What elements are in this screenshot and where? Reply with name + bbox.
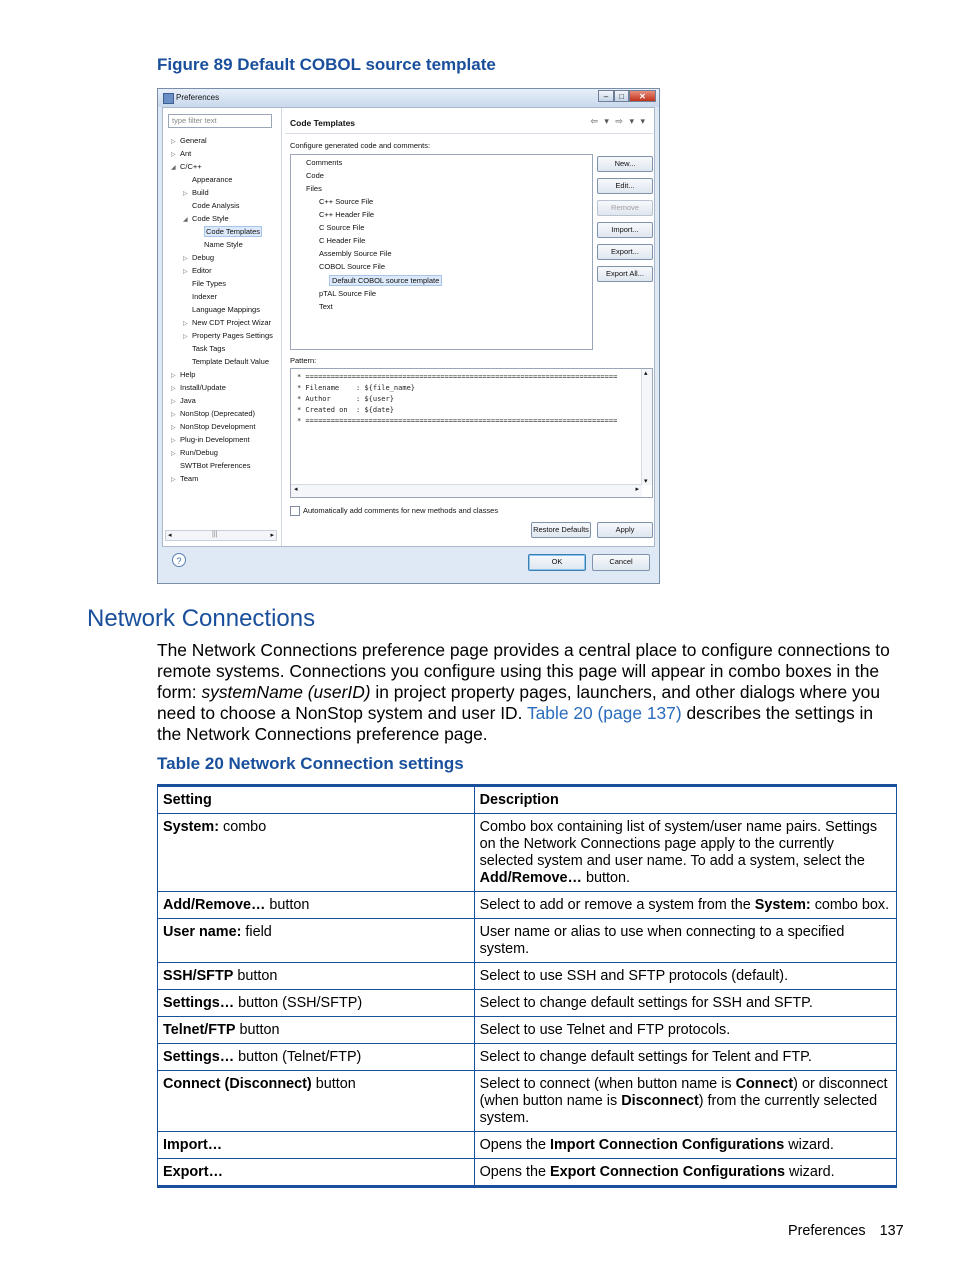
tree-item-template-default-value[interactable]: Template Default Value bbox=[192, 357, 269, 366]
cancel-button[interactable]: Cancel bbox=[592, 554, 650, 571]
description-cell: User name or alias to use when connecting to a specified system. bbox=[474, 919, 896, 963]
export-button[interactable]: Export... bbox=[597, 244, 653, 260]
section-title: Network Connections bbox=[87, 605, 316, 632]
ok-button[interactable]: OK bbox=[528, 554, 586, 571]
scroll-up-icon[interactable]: ▴ bbox=[644, 370, 648, 377]
tree-item-plugin-development[interactable]: ▷ Plug-in Development bbox=[171, 434, 250, 446]
dialog-title: Preferences bbox=[176, 93, 220, 102]
syntax-italic: systemName (userID) bbox=[201, 682, 371, 702]
setting-cell: Add/Remove… button bbox=[158, 892, 475, 919]
dialog-titlebar bbox=[158, 89, 659, 107]
expand-icon: ▷ bbox=[183, 191, 188, 197]
tree-item-ant[interactable]: ▷ Ant bbox=[171, 148, 191, 160]
scroll-left-icon[interactable]: ◂ bbox=[168, 532, 172, 539]
maximize-icon[interactable]: □ bbox=[614, 90, 629, 102]
page-description: Configure generated code and comments: bbox=[290, 141, 431, 150]
table-row bbox=[158, 919, 897, 963]
tree-item-java[interactable]: ▷ Java bbox=[171, 395, 196, 407]
body-paragraph: The Network Connections preference page provides a central place to configure connections to remote systems. Connections you configure using this page will appear in combo boxes in the form: systemName (userID) in project property pages, launchers, and other dialogs where you need to choose a NonStop system and user ID. Table 20 (page 137) describes the settings in the Network Connections preference page. bbox=[157, 640, 890, 744]
table-caption: Table 20 Network Connection settings bbox=[157, 754, 464, 773]
description-cell: Select to change default settings for SSH and SFTP. bbox=[474, 990, 896, 1017]
code-templates-page bbox=[285, 108, 653, 546]
collapse-icon: ◢ bbox=[171, 165, 176, 171]
table-row bbox=[158, 892, 897, 919]
description-cell: Select to change default settings for Telent and FTP. bbox=[474, 1044, 896, 1071]
table-row bbox=[158, 1044, 897, 1071]
expand-icon: ▷ bbox=[171, 386, 176, 392]
template-item-ptal-source-file[interactable]: pTAL Source File bbox=[319, 289, 377, 298]
help-icon[interactable]: ? bbox=[172, 553, 186, 567]
tree-item-code-analysis[interactable]: Code Analysis bbox=[192, 201, 240, 210]
table-row bbox=[158, 814, 897, 892]
tree-item-new-cdt-project-wizard[interactable]: ▷ New CDT Project Wizar bbox=[183, 317, 271, 329]
expand-icon: ▷ bbox=[171, 438, 176, 444]
pattern-line: * Author : ${user} bbox=[297, 395, 394, 403]
pattern-line: * ========================================================================== bbox=[297, 417, 618, 425]
pattern-line: * ========================================================================== bbox=[297, 373, 618, 381]
setting-cell: Settings… button (SSH/SFTP) bbox=[158, 990, 475, 1017]
setting-cell: Settings… button (Telnet/FTP) bbox=[158, 1044, 475, 1071]
tree-item-appearance[interactable]: Appearance bbox=[192, 175, 233, 184]
preferences-dialog-screenshot bbox=[157, 88, 660, 584]
template-item-cobol-source-file[interactable]: COBOL Source File bbox=[319, 262, 385, 271]
column-header-setting: Setting bbox=[158, 786, 475, 814]
page-title: Code Templates bbox=[290, 118, 356, 128]
app-icon bbox=[163, 93, 174, 104]
template-item-c-header-file[interactable]: C Header File bbox=[319, 236, 366, 245]
expand-icon: ▷ bbox=[183, 256, 188, 262]
restore-defaults-button[interactable]: Restore Defaults bbox=[531, 522, 591, 538]
auto-comment-checkbox[interactable] bbox=[290, 506, 498, 516]
expand-icon: ▷ bbox=[183, 321, 188, 327]
expand-icon: ▷ bbox=[171, 373, 176, 379]
template-tree bbox=[290, 154, 593, 350]
tree-item-team[interactable]: ▷ Team bbox=[171, 473, 198, 485]
table-row bbox=[158, 963, 897, 990]
table-row bbox=[158, 1159, 897, 1187]
tree-item-language-mappings[interactable]: Language Mappings bbox=[192, 305, 260, 314]
description-cell: Combo box containing list of system/user name pairs. Settings on the Network Connections page apply to the currently selected system and user name. To add a system, select the Add/Remove… button. bbox=[474, 814, 896, 892]
footer-section: Preferences bbox=[788, 1223, 866, 1239]
minimize-icon[interactable]: – bbox=[598, 90, 614, 102]
description-cell: Select to connect (when button name is Connect) or disconnect (when button name is Disconnect) from the currently selected system. bbox=[474, 1071, 896, 1132]
tree-item-code-style[interactable]: ◢ Code Style bbox=[183, 213, 229, 225]
checkbox-icon[interactable] bbox=[290, 506, 300, 516]
navigation-arrows-icon[interactable]: ⇦ ▾ ⇨ ▾ ▾ bbox=[590, 116, 647, 126]
expand-icon: ▷ bbox=[183, 269, 188, 275]
edit-button[interactable]: Edit... bbox=[597, 178, 653, 194]
expand-icon: ▷ bbox=[171, 477, 176, 483]
tree-item-property-pages-settings[interactable]: ▷ Property Pages Settings bbox=[183, 330, 273, 342]
expand-icon: ▷ bbox=[171, 425, 176, 431]
figure-caption: Figure 89 Default COBOL source template bbox=[157, 55, 496, 74]
expand-icon: ▷ bbox=[171, 412, 176, 418]
setting-cell: User name: field bbox=[158, 919, 475, 963]
template-item-code[interactable]: Code bbox=[306, 171, 324, 180]
tree-item-run-debug[interactable]: ▷ Run/Debug bbox=[171, 447, 218, 459]
close-icon[interactable]: ✕ bbox=[629, 90, 656, 102]
scroll-left-icon[interactable]: ◂ bbox=[294, 486, 298, 493]
table-row bbox=[158, 1071, 897, 1132]
collapse-icon: ◢ bbox=[183, 217, 188, 223]
scroll-grip-icon[interactable]: ||| bbox=[212, 531, 218, 538]
tree-item-install-update[interactable]: ▷ Install/Update bbox=[171, 382, 226, 394]
expand-icon: ▷ bbox=[171, 152, 176, 158]
pattern-label: Pattern: bbox=[290, 356, 317, 365]
setting-cell: Connect (Disconnect) button bbox=[158, 1071, 475, 1132]
filter-input[interactable]: type filter text bbox=[168, 114, 272, 128]
setting-cell: Import… bbox=[158, 1132, 475, 1159]
pattern-line: * Filename : ${file_name} bbox=[297, 384, 416, 392]
expand-icon: ▷ bbox=[171, 399, 176, 405]
dialog-body bbox=[162, 107, 655, 547]
setting-cell: System: combo bbox=[158, 814, 475, 892]
tree-item-general[interactable]: ▷ General bbox=[171, 135, 207, 147]
tree-horizontal-scrollbar[interactable] bbox=[165, 530, 277, 541]
tree-item-cpp[interactable]: ◢ C/C++ bbox=[171, 161, 202, 173]
tree-item-task-tags[interactable]: Task Tags bbox=[192, 344, 226, 353]
template-item-text[interactable]: Text bbox=[319, 302, 333, 311]
pattern-line: * Created on : ${date} bbox=[297, 406, 394, 414]
scroll-right-icon[interactable]: ▸ bbox=[270, 532, 274, 539]
pane-divider[interactable] bbox=[281, 108, 282, 546]
template-item-default-cobol-source-template[interactable]: Default COBOL source template bbox=[329, 275, 442, 286]
tree-item-editor[interactable]: ▷ Editor bbox=[183, 265, 212, 277]
tree-item-nonstop-deprecated[interactable]: ▷ NonStop (Deprecated) bbox=[171, 408, 255, 420]
pattern-horizontal-scrollbar[interactable] bbox=[291, 484, 642, 497]
template-item-cpp-header-file[interactable]: C++ Header File bbox=[319, 210, 375, 219]
template-item-cpp-source-file[interactable]: C++ Source File bbox=[319, 197, 374, 206]
description-cell: Select to use Telnet and FTP protocols. bbox=[474, 1017, 896, 1044]
template-item-files[interactable]: Files bbox=[306, 184, 322, 193]
description-cell: Opens the Import Connection Configurations wizard. bbox=[474, 1132, 896, 1159]
tree-item-help[interactable]: ▷ Help bbox=[171, 369, 195, 381]
expand-icon: ▷ bbox=[183, 334, 188, 340]
tree-item-debug[interactable]: ▷ Debug bbox=[183, 252, 214, 264]
column-header-description: Description bbox=[474, 786, 896, 814]
template-item-comments[interactable]: Comments bbox=[306, 158, 343, 167]
tree-item-build[interactable]: ▷ Build bbox=[183, 187, 209, 199]
tree-item-nonstop-development[interactable]: ▷ NonStop Development bbox=[171, 421, 255, 433]
tree-item-file-types[interactable]: File Types bbox=[192, 279, 227, 288]
tree-item-code-templates[interactable]: Code Templates bbox=[206, 227, 261, 236]
scroll-down-icon[interactable]: ▾ bbox=[644, 478, 648, 485]
table-row bbox=[158, 990, 897, 1017]
divider bbox=[285, 133, 653, 134]
pattern-editor[interactable] bbox=[290, 368, 653, 498]
export-all-button[interactable]: Export All... bbox=[597, 266, 653, 282]
setting-cell: Export… bbox=[158, 1159, 475, 1187]
table-row bbox=[158, 1017, 897, 1044]
auto-comment-label: Automatically add comments for new methods and classes bbox=[303, 506, 499, 515]
expand-icon: ▷ bbox=[171, 451, 176, 457]
remove-button[interactable]: Remove bbox=[597, 200, 653, 216]
setting-cell: SSH/SFTP button bbox=[158, 963, 475, 990]
description-cell: Select to use SSH and SFTP protocols (default). bbox=[474, 963, 896, 990]
new-button[interactable]: New... bbox=[597, 156, 653, 172]
template-item-assembly-source-file[interactable]: Assembly Source File bbox=[319, 249, 392, 258]
tree-item-name-style[interactable]: Name Style bbox=[204, 240, 243, 249]
table-row bbox=[158, 1132, 897, 1159]
page-footer bbox=[788, 1223, 904, 1239]
table-reference-link[interactable]: Table 20 (page 137) bbox=[526, 703, 682, 723]
page-number: 137 bbox=[879, 1223, 904, 1239]
table-header-row bbox=[158, 786, 897, 814]
description-cell: Select to add or remove a system from the System: combo box. bbox=[474, 892, 896, 919]
tree-item-indexer[interactable]: Indexer bbox=[192, 292, 218, 301]
import-button[interactable]: Import... bbox=[597, 222, 653, 238]
setting-cell: Telnet/FTP button bbox=[158, 1017, 475, 1044]
pattern-vertical-scrollbar[interactable] bbox=[641, 369, 652, 485]
description-cell: Opens the Export Connection Configurations wizard. bbox=[474, 1159, 896, 1187]
apply-button[interactable]: Apply bbox=[597, 522, 653, 538]
network-connection-settings-table bbox=[157, 784, 897, 1188]
template-item-c-source-file[interactable]: C Source File bbox=[319, 223, 365, 232]
expand-icon: ▷ bbox=[171, 139, 176, 145]
tree-item-swtbot-preferences[interactable]: SWTBot Preferences bbox=[180, 461, 251, 470]
scroll-right-icon[interactable]: ▸ bbox=[635, 486, 639, 493]
